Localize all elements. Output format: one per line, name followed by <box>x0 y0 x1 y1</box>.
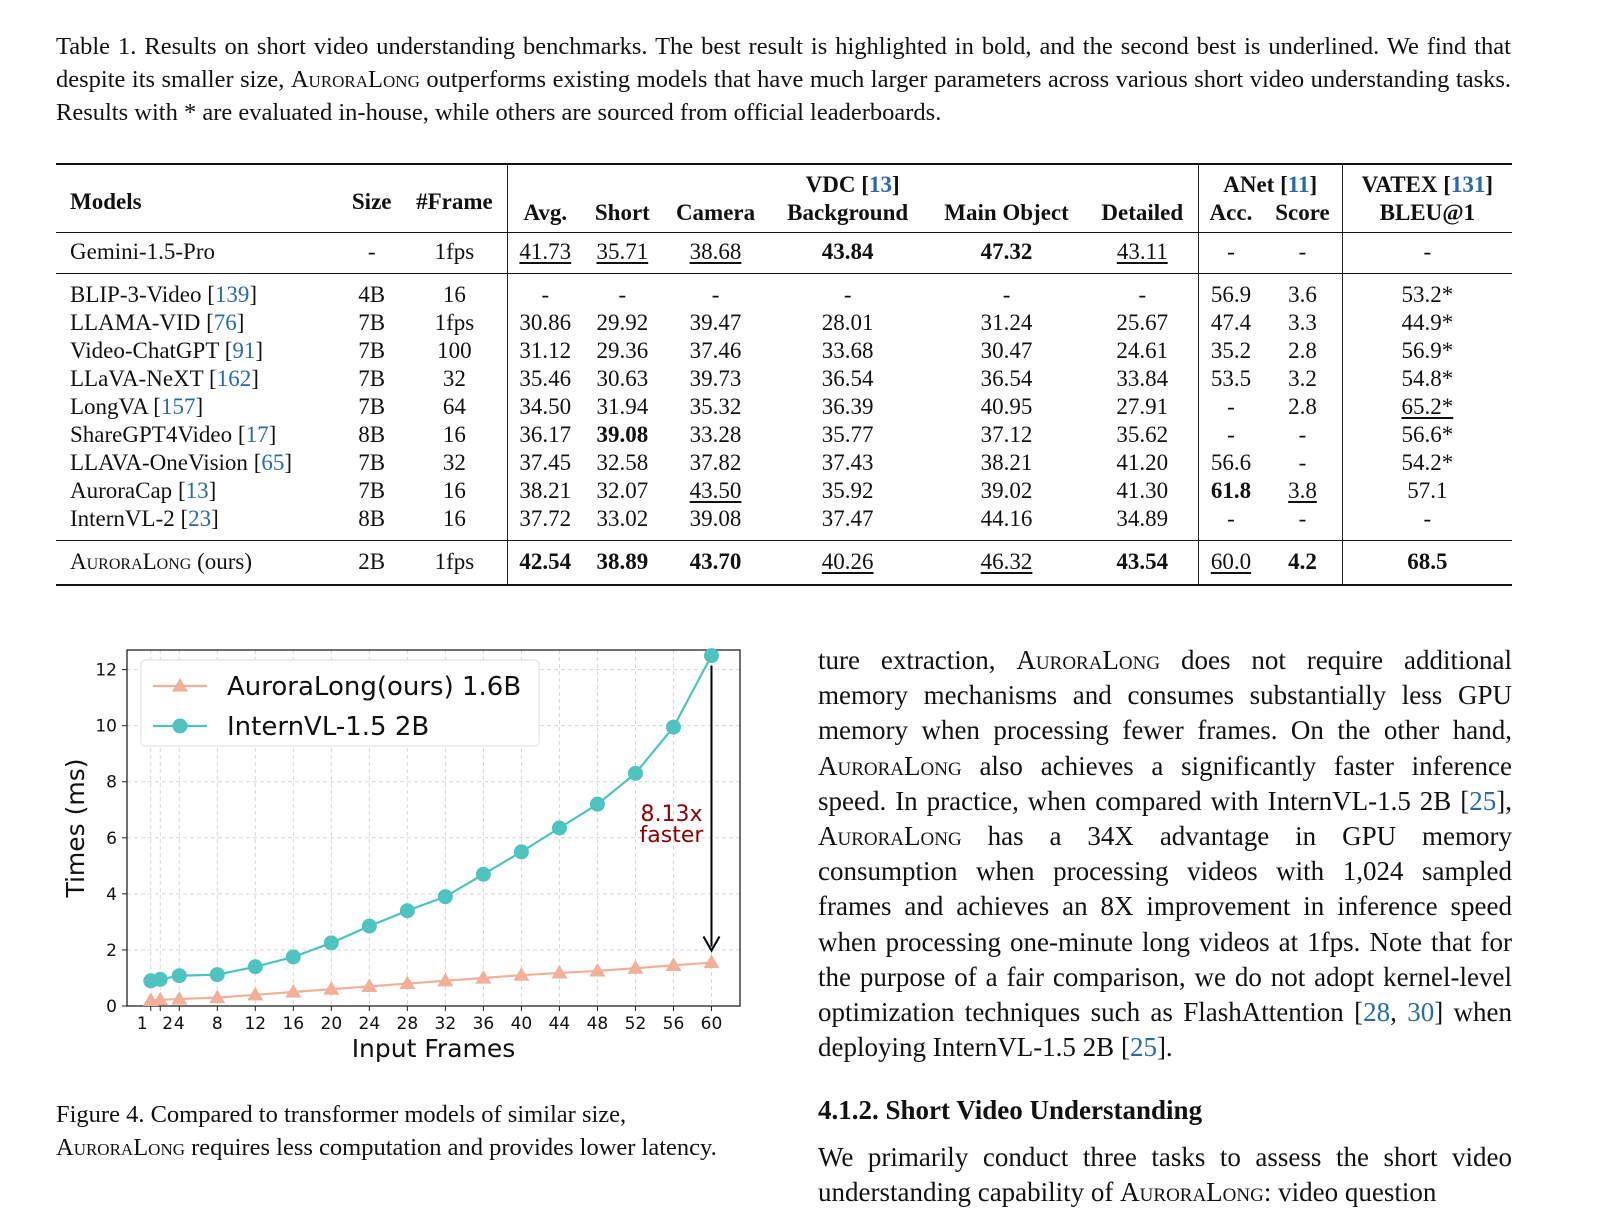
data-point <box>153 972 168 987</box>
value-cell: 35.77 <box>821 422 874 447</box>
x-tick-label: 60 <box>700 1014 723 1034</box>
value-cell: 3.2 <box>1288 366 1317 391</box>
citation-link[interactable]: 30 <box>1407 997 1435 1028</box>
value-cell: 2.8 <box>1288 394 1317 419</box>
value-cell: 35.32 <box>689 394 742 419</box>
value-cell: - <box>507 274 583 310</box>
value-cell: 56.9* <box>1342 337 1512 365</box>
value-cell: 42.54 <box>507 541 583 586</box>
x-tick-label: 16 <box>282 1014 305 1034</box>
value-cell: - <box>1298 450 1307 475</box>
value-cell: 43.54 <box>1087 541 1198 586</box>
value-cell: 33.84 <box>1116 366 1169 391</box>
citation-link[interactable]: 17 <box>245 422 269 447</box>
value-cell: 34.50 <box>507 393 583 421</box>
size-cell: 7B <box>358 366 386 391</box>
value-cell: 43.70 <box>662 541 769 586</box>
model-name: AuroraLong <box>290 66 420 93</box>
citation-link[interactable]: 25 <box>1469 785 1497 816</box>
size-cell: 7B <box>358 478 386 503</box>
x-tick-label: 12 <box>244 1014 267 1034</box>
model-name-cell: LLAMA-VID [76] <box>70 310 245 335</box>
value-cell: 41.30 <box>1116 478 1169 503</box>
size-cell: 4B <box>341 274 402 310</box>
col-header-background: Background <box>787 200 909 225</box>
value-cell: 3.8 <box>1288 478 1317 503</box>
x-tick-label: 52 <box>624 1014 647 1034</box>
value-cell: 35.62 <box>1116 422 1169 447</box>
value-cell: 43.50 <box>689 478 742 503</box>
value-cell: 38.21 <box>980 450 1033 475</box>
value-cell: 56.6* <box>1342 421 1512 449</box>
value-cell: 35.92 <box>821 478 874 503</box>
size-cell: - <box>341 233 402 274</box>
y-tick-label: 12 <box>95 660 117 681</box>
body-paragraph-2: We primarily conduct three tasks to assess the short video understanding capability of AuroraLong: video question <box>818 1142 1512 1208</box>
col-header-size: Size <box>341 164 402 233</box>
value-cell: 25.67 <box>1116 310 1169 335</box>
value-cell: 41.20 <box>1116 450 1169 475</box>
citation-link[interactable]: 162 <box>216 366 252 391</box>
value-cell: 40.26 <box>769 541 926 586</box>
value-cell: - <box>1198 505 1263 541</box>
value-cell: 2.8 <box>1288 338 1317 363</box>
series-line <box>151 963 712 1001</box>
frame-cell: 16 <box>402 274 507 310</box>
value-cell: 34.89 <box>1116 506 1169 531</box>
data-point <box>590 797 605 812</box>
data-point <box>703 955 719 969</box>
value-cell: 38.89 <box>583 541 662 586</box>
figure-4-chart <box>56 640 766 1080</box>
size-cell: 7B <box>358 394 386 419</box>
y-tick-label: 8 <box>106 772 117 793</box>
x-tick-label: 56 <box>662 1014 685 1034</box>
value-cell: 57.1 <box>1342 477 1512 505</box>
latency-line-chart <box>56 640 766 1080</box>
data-point <box>248 959 263 974</box>
value-cell: 43.11 <box>1087 233 1198 274</box>
value-cell: 39.08 <box>596 422 649 447</box>
col-header-camera: Camera <box>675 200 756 225</box>
value-cell: 30.47 <box>980 338 1033 363</box>
data-point <box>400 903 415 918</box>
value-cell: 37.45 <box>507 449 583 477</box>
y-tick-label: 10 <box>95 716 117 737</box>
group-header-anet: ANet [11] <box>1198 164 1342 199</box>
data-point <box>210 967 225 982</box>
value-cell: 33.02 <box>596 506 649 531</box>
annotation-label: 8.13x <box>640 801 703 827</box>
value-cell: 38.68 <box>662 233 769 274</box>
value-cell: - <box>583 274 662 310</box>
x-tick-label: 32 <box>434 1014 457 1034</box>
frame-cell: 1fps <box>434 310 475 335</box>
value-cell: 39.08 <box>689 506 742 531</box>
model-name-cell: AuroraLong (ours) <box>56 541 341 586</box>
y-tick-label: 0 <box>106 997 117 1017</box>
section-heading: 4.1.2. Short Video Understanding <box>818 1095 1203 1125</box>
x-tick-label: 44 <box>548 1014 571 1034</box>
table-row <box>56 449 1512 477</box>
col-header-acc-: Acc. <box>1198 199 1263 233</box>
x-tick-label: 40 <box>510 1014 533 1034</box>
value-cell: - <box>1298 506 1307 531</box>
value-cell: 31.24 <box>980 310 1033 335</box>
data-point <box>628 766 643 781</box>
x-tick-label: 2 <box>162 1014 174 1034</box>
value-cell: 3.6 <box>1263 274 1342 310</box>
value-cell: 37.72 <box>507 505 583 541</box>
group-header-vatex: VATEX [131] <box>1342 164 1512 199</box>
group-header-vdc: VDC [13] <box>507 164 1198 199</box>
value-cell: - <box>1198 393 1263 421</box>
results-table <box>56 163 1512 586</box>
table-row <box>56 337 1512 365</box>
value-cell: 36.54 <box>821 366 874 391</box>
data-point <box>172 968 187 983</box>
legend-label: InternVL-1.5 2B <box>227 712 430 742</box>
value-cell: 37.12 <box>980 422 1033 447</box>
value-cell: 54.8* <box>1342 365 1512 393</box>
table-row <box>56 421 1512 449</box>
citation-link[interactable]: 76 <box>213 310 237 335</box>
value-cell: 28.01 <box>821 310 874 335</box>
value-cell: 44.9* <box>1342 309 1512 337</box>
value-cell: 33.68 <box>821 338 874 363</box>
value-cell: 24.61 <box>1116 338 1169 363</box>
value-cell: 44.16 <box>980 506 1033 531</box>
value-cell: - <box>926 274 1087 310</box>
data-point <box>666 720 681 735</box>
x-tick-label: 28 <box>396 1014 419 1034</box>
value-cell: 3.3 <box>1288 310 1317 335</box>
col-header-detailed: Detailed <box>1101 200 1184 225</box>
value-cell: 40.95 <box>980 394 1033 419</box>
size-cell: 8B <box>358 422 386 447</box>
table-row <box>56 233 1512 274</box>
y-axis-label: Times (ms) <box>61 758 90 898</box>
value-cell: - <box>1087 274 1198 310</box>
value-cell: 31.12 <box>507 337 583 365</box>
citation-link[interactable]: 28 <box>1363 997 1391 1028</box>
x-axis-label: Input Frames <box>351 1034 516 1063</box>
x-tick-label: 24 <box>358 1014 381 1034</box>
table-row <box>56 477 1512 505</box>
model-name-cell: AuroraCap [13] <box>70 478 217 503</box>
value-cell: 36.54 <box>980 366 1033 391</box>
table-row <box>56 393 1512 421</box>
citation-link[interactable]: 13 <box>185 478 209 503</box>
citation-link[interactable]: 23 <box>188 506 212 531</box>
value-cell: 36.39 <box>821 394 874 419</box>
value-cell: 54.2* <box>1342 449 1512 477</box>
model-name-cell: LongVA [157] <box>70 394 204 419</box>
value-cell: 35.2 <box>1198 337 1263 365</box>
value-cell: 29.92 <box>596 310 649 335</box>
size-cell: 8B <box>358 506 386 531</box>
citation-link[interactable]: 139 <box>214 282 250 307</box>
frame-cell: 32 <box>442 450 466 475</box>
model-name-cell: LLaVA-NeXT [162] <box>70 366 259 391</box>
frame-cell: 16 <box>442 478 466 503</box>
x-tick-label: 48 <box>586 1014 609 1034</box>
data-point <box>704 648 719 663</box>
size-cell: 7B <box>358 338 386 363</box>
value-cell: 32.58 <box>596 450 649 475</box>
size-cell: 2B <box>341 541 402 586</box>
value-cell: - <box>1342 505 1512 541</box>
value-cell: 29.36 <box>596 338 649 363</box>
value-cell: - <box>1298 422 1307 447</box>
value-cell: 53.2* <box>1342 274 1512 310</box>
frame-cell: 100 <box>437 338 472 363</box>
col-header-short: Short <box>594 200 650 225</box>
data-point <box>362 919 377 934</box>
x-tick-label: 36 <box>472 1014 495 1034</box>
annotation-label: faster <box>639 823 704 849</box>
value-cell: 47.32 <box>926 233 1087 274</box>
table-row <box>56 541 1512 586</box>
value-cell: 56.9 <box>1198 274 1263 310</box>
frame-cell: 1fps <box>402 541 507 586</box>
citation-link[interactable]: 25 <box>1129 1032 1157 1063</box>
value-cell: 65.2* <box>1342 393 1512 421</box>
y-tick-label: 4 <box>106 884 117 905</box>
citation-link[interactable]: 91 <box>232 338 256 363</box>
value-cell: - <box>1198 421 1263 449</box>
value-cell: 35.71 <box>583 233 662 274</box>
value-cell: 37.47 <box>821 506 874 531</box>
data-point <box>286 949 301 964</box>
value-cell: 27.91 <box>1116 394 1169 419</box>
table-row <box>56 309 1512 337</box>
value-cell: 37.43 <box>821 450 874 475</box>
citation-link[interactable]: 65 <box>261 450 285 475</box>
value-cell: 33.28 <box>689 422 742 447</box>
value-cell: 30.86 <box>507 309 583 337</box>
data-point <box>438 889 453 904</box>
value-cell: 37.82 <box>689 450 742 475</box>
model-name-cell: LLAVA-OneVision [65] <box>70 450 293 475</box>
legend-label: AuroraLong(ours) 1.6B <box>227 672 522 702</box>
citation-link[interactable]: 157 <box>160 394 196 419</box>
col-header-avg-: Avg. <box>507 199 583 233</box>
size-cell: 7B <box>358 310 386 335</box>
value-cell: - <box>662 274 769 310</box>
col-header-models: Models <box>56 164 341 233</box>
col-header-score: Score <box>1275 200 1330 225</box>
y-tick-label: 2 <box>106 940 117 961</box>
value-cell: 39.02 <box>980 478 1033 503</box>
value-cell: 68.5 <box>1342 541 1512 586</box>
value-cell: 36.17 <box>507 421 583 449</box>
value-cell: 41.73 <box>507 233 583 274</box>
x-tick-label: 1 <box>136 1014 148 1034</box>
data-point <box>552 821 567 836</box>
model-name-cell: BLIP-3-Video [139] <box>56 274 341 310</box>
col-header-frame: #Frame <box>402 164 507 233</box>
value-cell: 39.73 <box>689 366 742 391</box>
frame-cell: 32 <box>442 366 466 391</box>
value-cell: 38.21 <box>507 477 583 505</box>
col-header-main-object: Main Object <box>944 200 1069 225</box>
frame-cell: 1fps <box>402 233 507 274</box>
value-cell: 30.63 <box>596 366 649 391</box>
value-cell: 47.4 <box>1198 309 1263 337</box>
frame-cell: 64 <box>442 394 466 419</box>
value-cell: 46.32 <box>926 541 1087 586</box>
value-cell: 61.8 <box>1198 477 1263 505</box>
value-cell: - <box>769 274 926 310</box>
x-tick-label: 4 <box>173 1014 185 1034</box>
col-header-bleu-1: BLEU@1 <box>1342 199 1512 233</box>
body-paragraph: ture extraction, AuroraLong does not require additional memory mechanisms and consumes substantially less GPU memory when processing fewer frames. On the other hand, AuroraLong also achieves a significantly faster inference speed. In practice, when compared with InternVL-1.5 2B [25], AuroraLong has a 34X advantage in GPU memory consumption when processing videos with 1,024 sampled frames and achieves an 8X improvement in inference speed when processing one-minute long videos at 1fps. Note that for the purpose of a fair comparison, we do not adopt kernel-level optimization techniques such as FlashAttention [28, 30] when deploying InternVL-1.5 2B [25]. <box>818 645 1513 1063</box>
data-point <box>324 935 339 950</box>
value-cell: 60.0 <box>1198 541 1263 586</box>
value-cell: 31.94 <box>596 394 649 419</box>
value-cell: - <box>1198 233 1263 274</box>
figure-caption: Figure 4. Compared to transformer models of similar size, AuroraLong requires less computation and provides lower latency. <box>56 1101 717 1161</box>
value-cell: 56.6 <box>1198 449 1263 477</box>
model-name-cell: InternVL-2 [23] <box>70 506 219 531</box>
table-row <box>56 365 1512 393</box>
table-row <box>56 274 1512 310</box>
value-cell: - <box>1342 233 1512 274</box>
data-point <box>514 844 529 859</box>
legend-marker <box>173 719 188 734</box>
value-cell: 4.2 <box>1263 541 1342 586</box>
value-cell: 53.5 <box>1198 365 1263 393</box>
frame-cell: 16 <box>442 506 466 531</box>
data-point <box>476 867 491 882</box>
model-name-cell: Video-ChatGPT [91] <box>70 338 264 363</box>
y-tick-label: 6 <box>106 828 117 849</box>
frame-cell: 16 <box>442 422 466 447</box>
model-name-cell: Gemini-1.5-Pro <box>56 233 341 274</box>
value-cell: 43.84 <box>769 233 926 274</box>
x-tick-label: 20 <box>320 1014 343 1034</box>
table-row <box>56 505 1512 541</box>
model-name-cell: ShareGPT4Video [17] <box>70 422 277 447</box>
value-cell: 39.47 <box>689 310 742 335</box>
value-cell: - <box>1263 233 1342 274</box>
size-cell: 7B <box>358 450 386 475</box>
x-tick-label: 8 <box>211 1014 223 1034</box>
value-cell: 35.46 <box>507 365 583 393</box>
table-caption: Table 1. Results on short video understanding benchmarks. The best result is highlighted in bold, and the second best is underlined. We find that despite its smaller size, AuroraLong outperforms existing models that have much larger parameters across various short video understanding tasks. Results with * are evaluated in-house, while others are sourced from official leaderboards. <box>56 33 1512 126</box>
value-cell: 32.07 <box>596 478 649 503</box>
value-cell: 37.46 <box>689 338 742 363</box>
